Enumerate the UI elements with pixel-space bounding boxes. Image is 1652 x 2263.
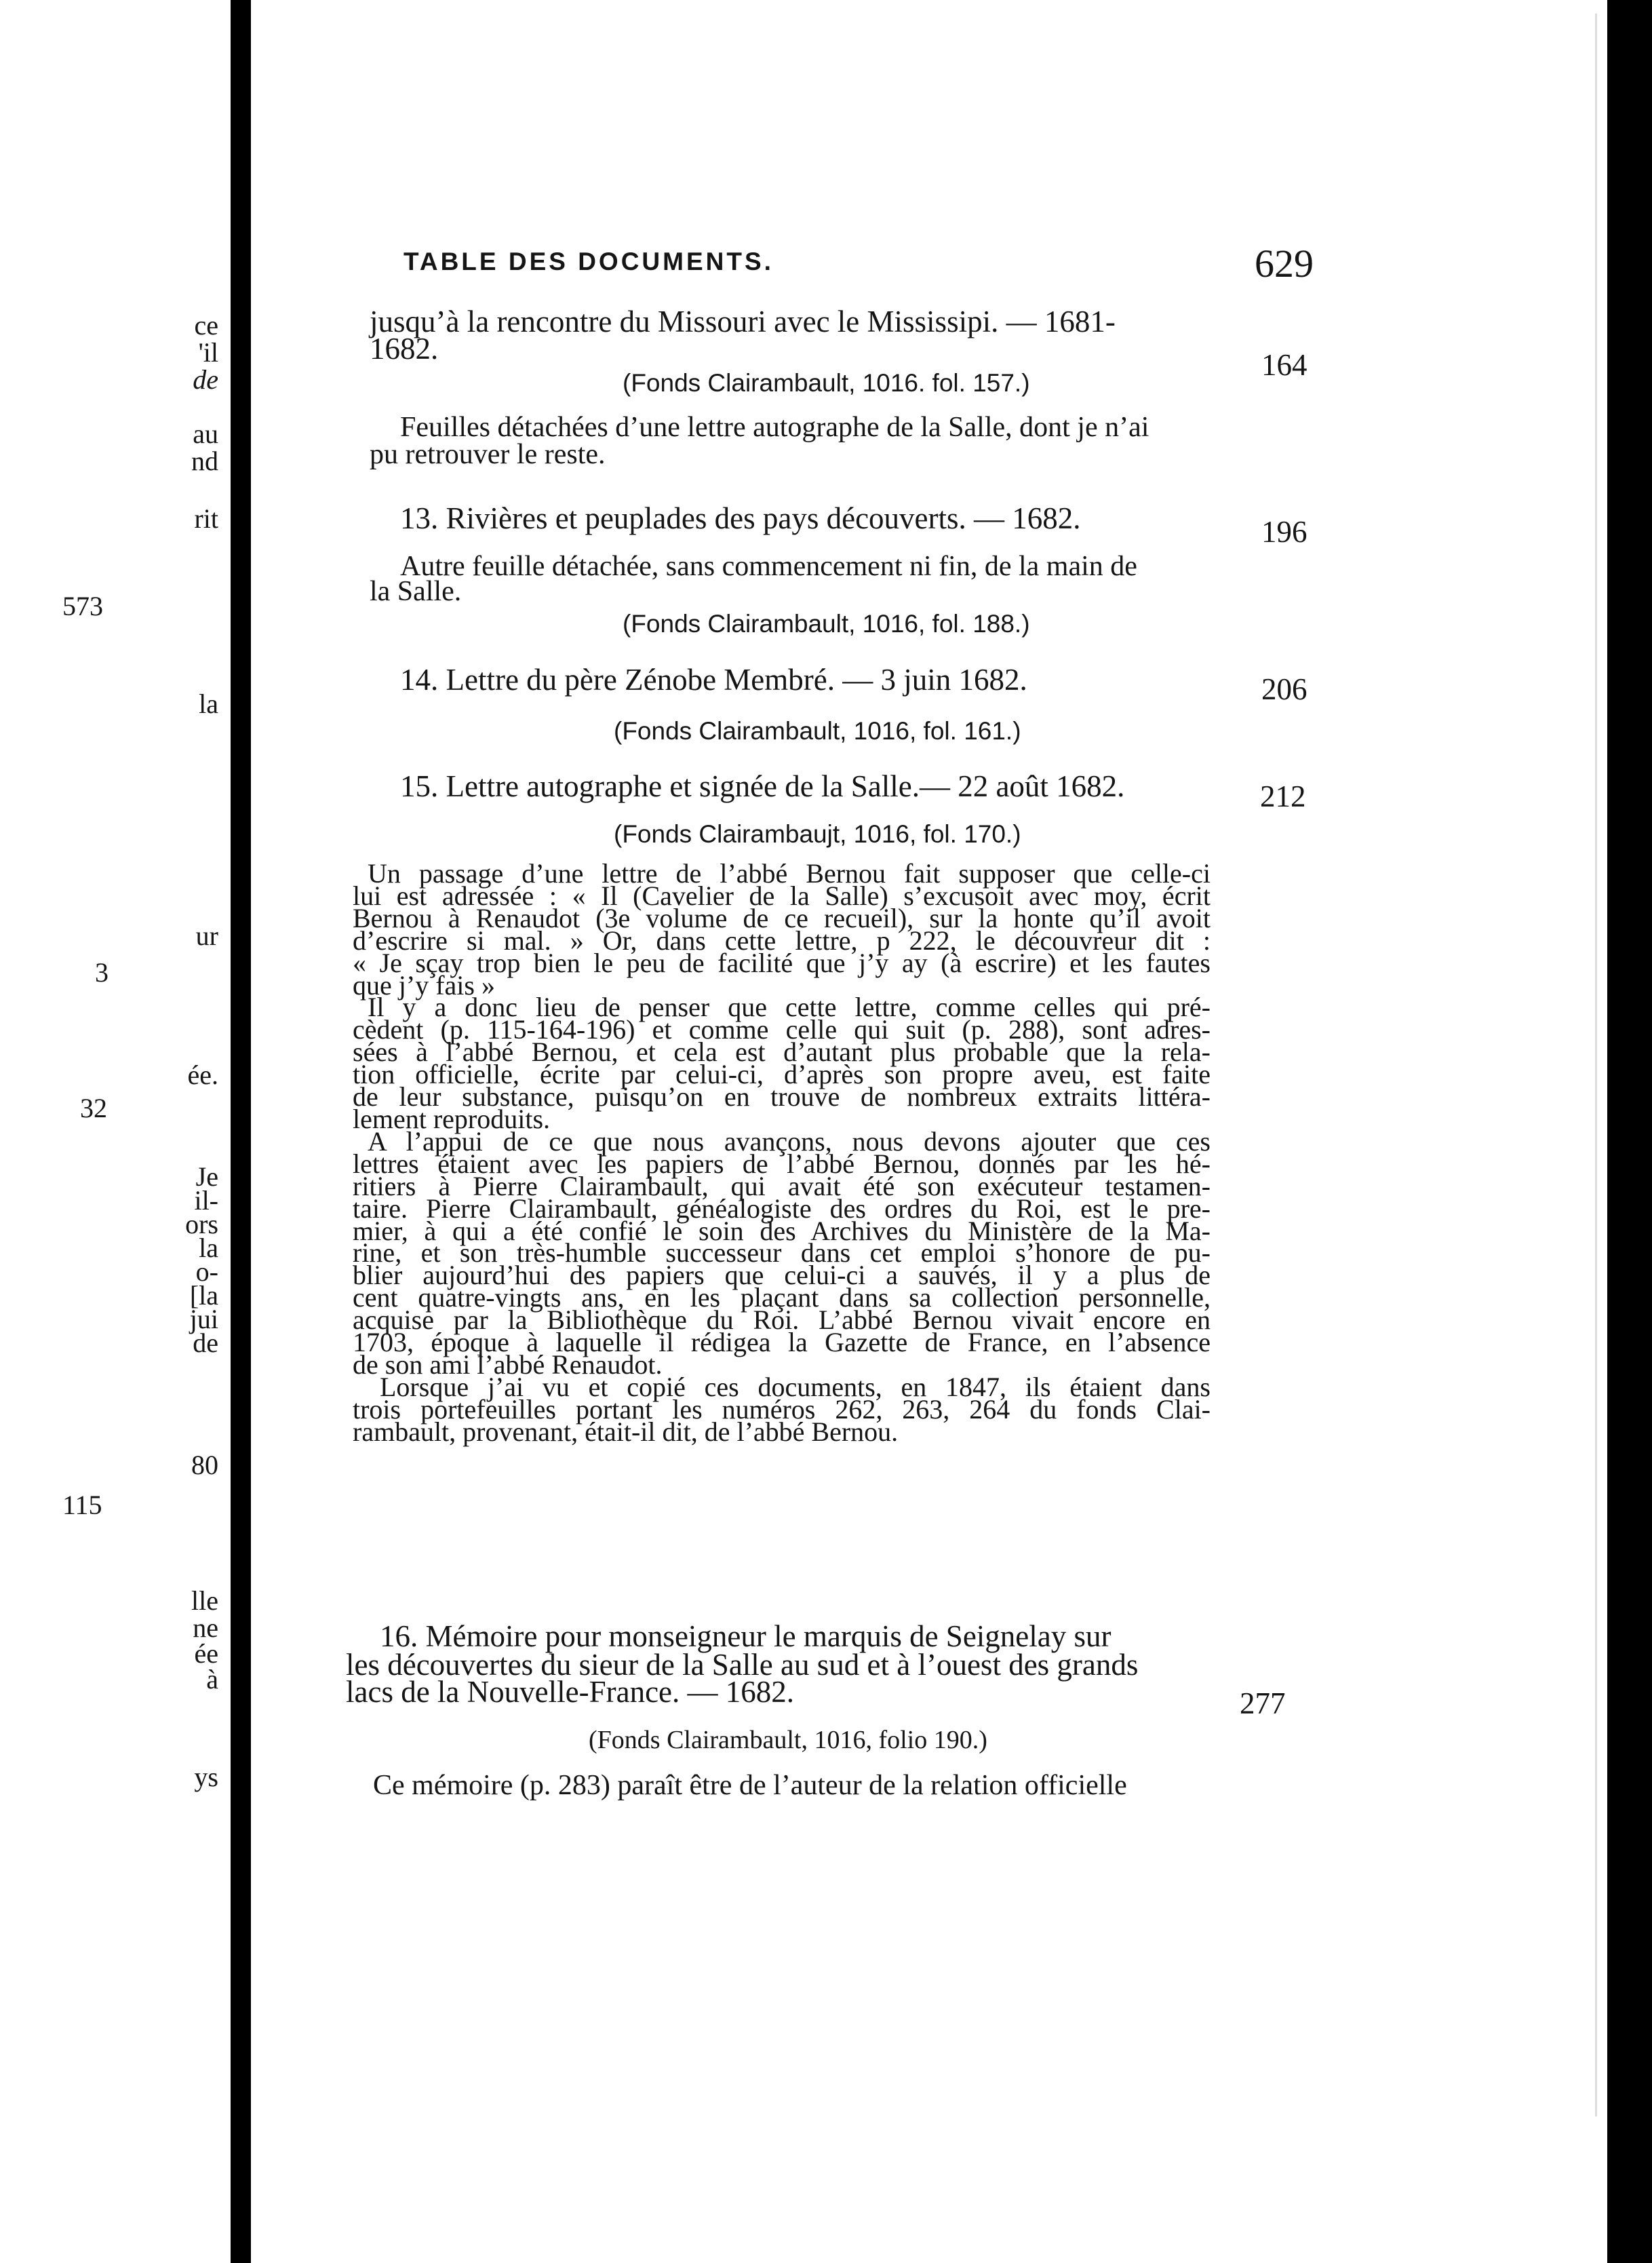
facing-page-fragment: ys <box>194 1762 218 1792</box>
body-text-line: lettres étaient avec les papiers de l’abbé Bernou, donnés par les hé- <box>353 1148 1211 1179</box>
body-text-line: Bernou à Renaudot (3e volume de ce recueil), sur la honte qu’il avoit <box>353 902 1211 933</box>
entry-16-title-line1: 16. Mémoire pour monseigneur le marquis de Seignelay sur <box>380 1619 1112 1653</box>
entry-16-page-ref: 277 <box>1240 1686 1286 1720</box>
body-text-line: 1703, époque à laquelle il rédigea la Gazette de France, en l’absence <box>353 1327 1211 1358</box>
body-text-line: d’escrire si mal. » Or, dans cette lettre, p 222, le découvreur dit : <box>353 925 1211 956</box>
entry-16-title-line2: les découvertes du sieur de la Salle au sud et à l’ouest des grands <box>346 1648 1139 1682</box>
facing-page-fragment: à <box>206 1664 218 1695</box>
body-text-line: mier, à qui a été confié le soin des Archives du Ministère de la Ma- <box>353 1215 1211 1246</box>
facing-page-fragment: 'il <box>198 337 218 368</box>
facing-page-number: 3 <box>95 957 109 988</box>
entry-13-note-line1: Autre feuille détachée, sans commencement ni fin, de la main de <box>400 551 1137 582</box>
body-text-line: de son ami l’abbé Renaudot. <box>353 1349 663 1380</box>
entry-14-page-ref: 206 <box>1261 672 1307 706</box>
facing-page-fragment: la <box>199 689 218 719</box>
body-text-line: que j’y fais » <box>353 969 495 1001</box>
body-text-line: Un passage d’une lettre de l’abbé Bernou fait supposer que celle-ci <box>368 858 1211 889</box>
facing-page-fragment: jui <box>189 1304 218 1334</box>
entry-16-title-line3: lacs de la Nouvelle-France. — 1682. <box>346 1675 795 1709</box>
body-text-line: A l’appui de ce que nous avançons, nous devons ajouter que ces <box>368 1125 1211 1157</box>
entry-12-source: (Fonds Clairambault, 1016. fol. 157.) <box>623 369 1030 397</box>
body-text-line: sées à l’abbé Bernou, et cela est d’autant plus probable que la rela- <box>353 1037 1211 1068</box>
page-number: 629 <box>1255 241 1314 286</box>
facing-page-fragment: ce <box>194 310 218 341</box>
facing-page-number: 573 <box>62 591 103 621</box>
entry-15-title: 15. Lettre autographe et signée de la Salle.— 22 août 1682. <box>400 769 1125 803</box>
entry-15-page-ref: 212 <box>1260 779 1306 813</box>
entry-13-title: 13. Rivières et peuplades des pays découverts. — 1682. <box>400 501 1081 535</box>
entry-12-note-line1: Feuilles détachées d’une lettre autographe de la Salle, dont je n’ai <box>400 412 1149 443</box>
facing-page-fragment: au <box>193 419 218 449</box>
body-text-line: cèdent (p. 115-164-196) et comme celle qui suit (p. 288), sont adres- <box>353 1014 1211 1045</box>
entry-15-commentary <box>353 858 1211 1447</box>
entry-16-note: Ce mémoire (p. 283) paraît être de l’auteur de la relation officielle <box>373 1770 1127 1801</box>
entry-12-title-line1: jusqu’à la rencontre du Missouri avec le Mississipi. — 1681- <box>370 305 1116 339</box>
entry-12-note-line2: pu retrouver le reste. <box>370 439 606 470</box>
facing-page-fragment: Je <box>195 1161 218 1192</box>
entry-15-source: (Fonds Clairambaujt, 1016, fol. 170.) <box>614 820 1021 848</box>
body-text-line: rambault, provenant, était-il dit, de l’abbé Bernou. <box>353 1416 899 1447</box>
entry-13-note-line2: la Salle. <box>370 576 462 607</box>
facing-page-fragment: de <box>193 364 218 395</box>
facing-page-fragment: o- <box>195 1256 218 1287</box>
body-text-line: cent quatre-vingts ans, en les plaçant dans sa collection personnelle, <box>353 1282 1211 1313</box>
body-text-line: lement reproduits. <box>353 1103 551 1134</box>
entry-13-source: (Fonds Clairambault, 1016, fol. 188.) <box>623 610 1030 638</box>
entry-14-title: 14. Lettre du père Zénobe Membré. — 3 juin 1682. <box>400 663 1027 697</box>
entry-13-page-ref: 196 <box>1261 515 1307 549</box>
entry-12-page-ref: 164 <box>1261 348 1307 382</box>
page-gutter <box>231 0 251 2263</box>
body-text-line: Lorsque j’ai vu et copié ces documents, en 1847, ils étaient dans <box>380 1371 1211 1402</box>
facing-page-number: 32 <box>80 1093 107 1123</box>
page-edge-line <box>1595 14 1597 2116</box>
facing-page-number: 115 <box>62 1490 102 1520</box>
body-text-line: blier aujourd’hui des papiers que celui-ci a sauvés, il y a plus de <box>353 1260 1211 1291</box>
facing-page-fragment: ors <box>185 1209 218 1239</box>
body-text-line: lui est adressée : « Il (Cavelier de la Salle) s’excusoit avec moy, écrit <box>353 880 1211 911</box>
entry-14-source: (Fonds Clairambault, 1016, fol. 161.) <box>614 717 1021 745</box>
facing-page-fragment: 80 <box>191 1450 218 1480</box>
facing-page-fragment: la <box>199 1233 218 1263</box>
body-text-line: « Je sçay trop bien le peu de facilité que j’y ay (à escrire) et les fautes <box>353 947 1211 978</box>
body-text-line: Il y a donc lieu de penser que cette lettre, comme celles qui pré- <box>368 992 1211 1023</box>
facing-page-fragment: lle <box>191 1585 218 1616</box>
entry-12-title-line2: 1682. <box>370 332 439 366</box>
entry-16-source: (Fonds Clairambault, 1016, folio 190.) <box>589 1726 987 1754</box>
body-text-line: tion officielle, écrite par celui-ci, d’après son propre aveu, est faite <box>353 1059 1211 1090</box>
facing-page-fragment: rit <box>194 503 218 534</box>
facing-page-fragment: ée. <box>187 1060 218 1090</box>
body-text-line: ritiers à Pierre Clairambault, qui avait été son exécuteur testamen- <box>353 1170 1211 1201</box>
body-text-line: trois portefeuilles portant les numéros 262, 263, 264 du fonds Clai- <box>353 1393 1211 1425</box>
facing-page <box>0 0 231 2263</box>
facing-page-fragment: nd <box>191 446 218 476</box>
running-header: TABLE DES DOCUMENTS. <box>404 248 774 275</box>
facing-page-fragment: ne <box>193 1612 218 1643</box>
facing-page-fragment: ur <box>195 921 218 951</box>
facing-page-fragment: de <box>193 1328 218 1358</box>
body-text-line: acquise par la Bibliothèque du Roi. L’abbé Bernou vivait encore en <box>353 1304 1211 1336</box>
body-text-line: taire. Pierre Clairambault, généalogiste des ordres du Roi, est le pre- <box>353 1193 1211 1224</box>
body-text-line: de leur substance, puisqu’on en trouve de nombreux extraits littéra- <box>353 1081 1211 1113</box>
facing-page-fragment: il- <box>194 1185 218 1216</box>
scan-border <box>1607 0 1652 2263</box>
body-text-line: rine, et son très-humble successeur dans cet emploi s’honore de pu- <box>353 1237 1211 1269</box>
facing-page-fragment: [la <box>189 1280 218 1311</box>
facing-page-fragment: ée <box>194 1638 218 1669</box>
